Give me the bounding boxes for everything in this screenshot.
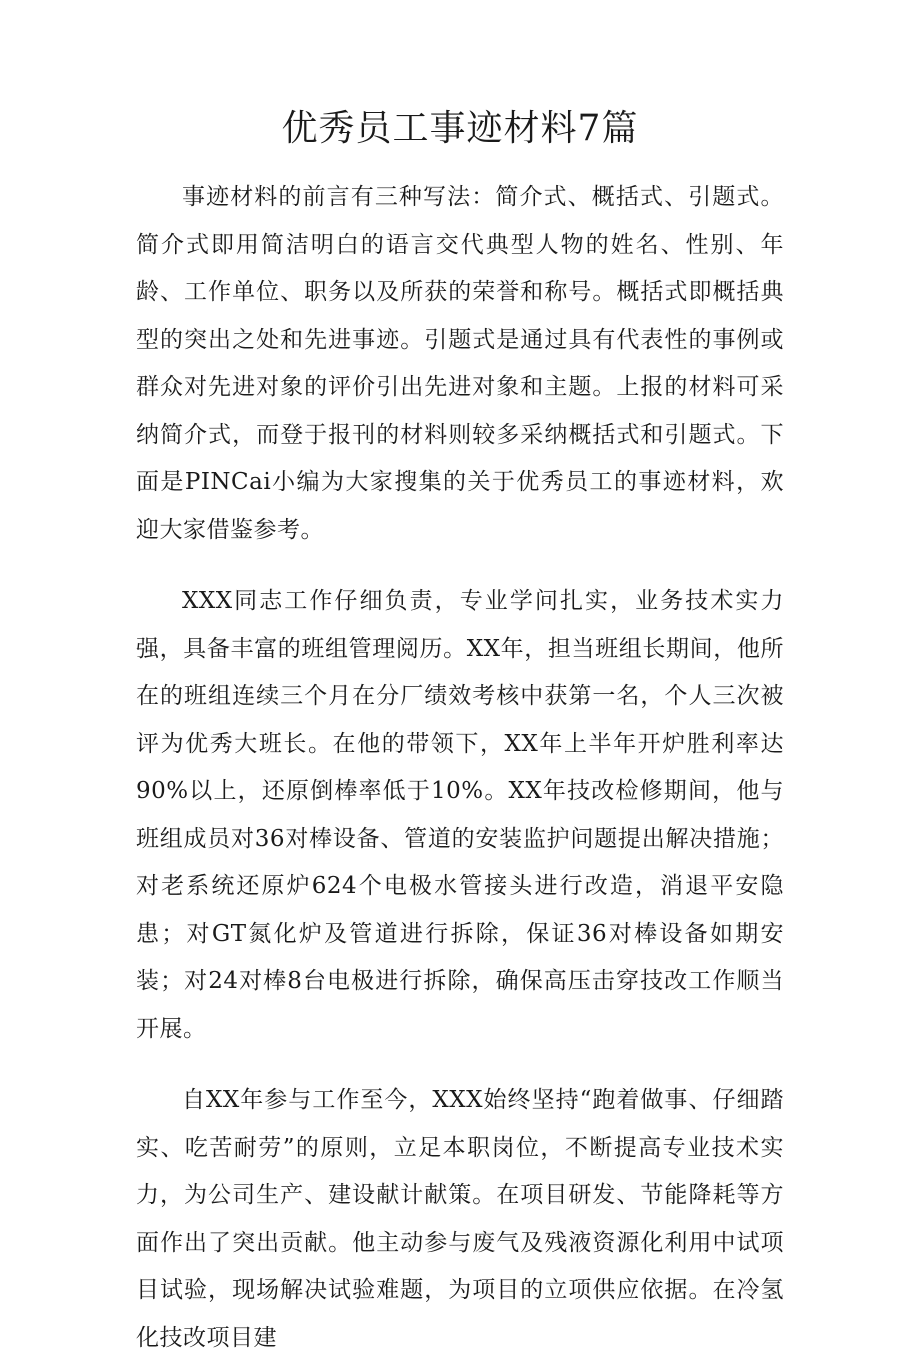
document-title: 优秀员工事迹材料7篇 [281,108,639,149]
paragraph-contributions: 自XX年参与工作至今，XXX始终坚持“跑着做事、仔细踏实、吃苦耐劳”的原则，立足本职岗位，不断提高专业技术实力，为公司生产、建设献计献策。在项目研发、节能降耗等方面作出了突出贡献。他主动参与废气及残液资源化利用中试项目试验，现场解决试验难题，为项目的立项供应依据。在冷氢化技改项目建 [136,1087,784,1351]
paragraph-intro: 事迹材料的前言有三种写法：简介式、概括式、引题式。简介式即用简洁明白的语言交代典型人物的姓名、性别、年龄、工作单位、职务以及所获的荣誉和称号。概括式即概括典型的突出之处和先进事迹。引题式是通过具有代表性的事例或群众对先进对象的评价引出先进对象和主题。上报的材料可采纳简介式，而登于报刊的材料则较多采纳概括式和引题式。下面是PINCai小编为大家搜集的关于优秀员工的事迹材料，欢迎大家借鉴参考。 [136,184,784,543]
paragraph-team-leader: XXX同志工作仔细负责，专业学问扎实，业务技术实力强，具备丰富的班组管理阅历。XX年，担当班组长期间，他所在的班组连续三个月在分厂绩效考核中获第一名，个人三次被评为优秀大班长。在他的带领下，XX年上半年开炉胜利率达90%以上，还原倒棒率低于10%。XX年技改检修期间，他与班组成员对36对棒设备、管道的安装监护问题提出解决措施；对老系统还原炉624个电极水管接头进行改造，消退平安隐患；对GT氮化炉及管道进行拆除，保证36对棒设备如期安装；对24对棒8台电极进行拆除，确保高压击穿技改工作顺当开展。 [136,588,784,1042]
